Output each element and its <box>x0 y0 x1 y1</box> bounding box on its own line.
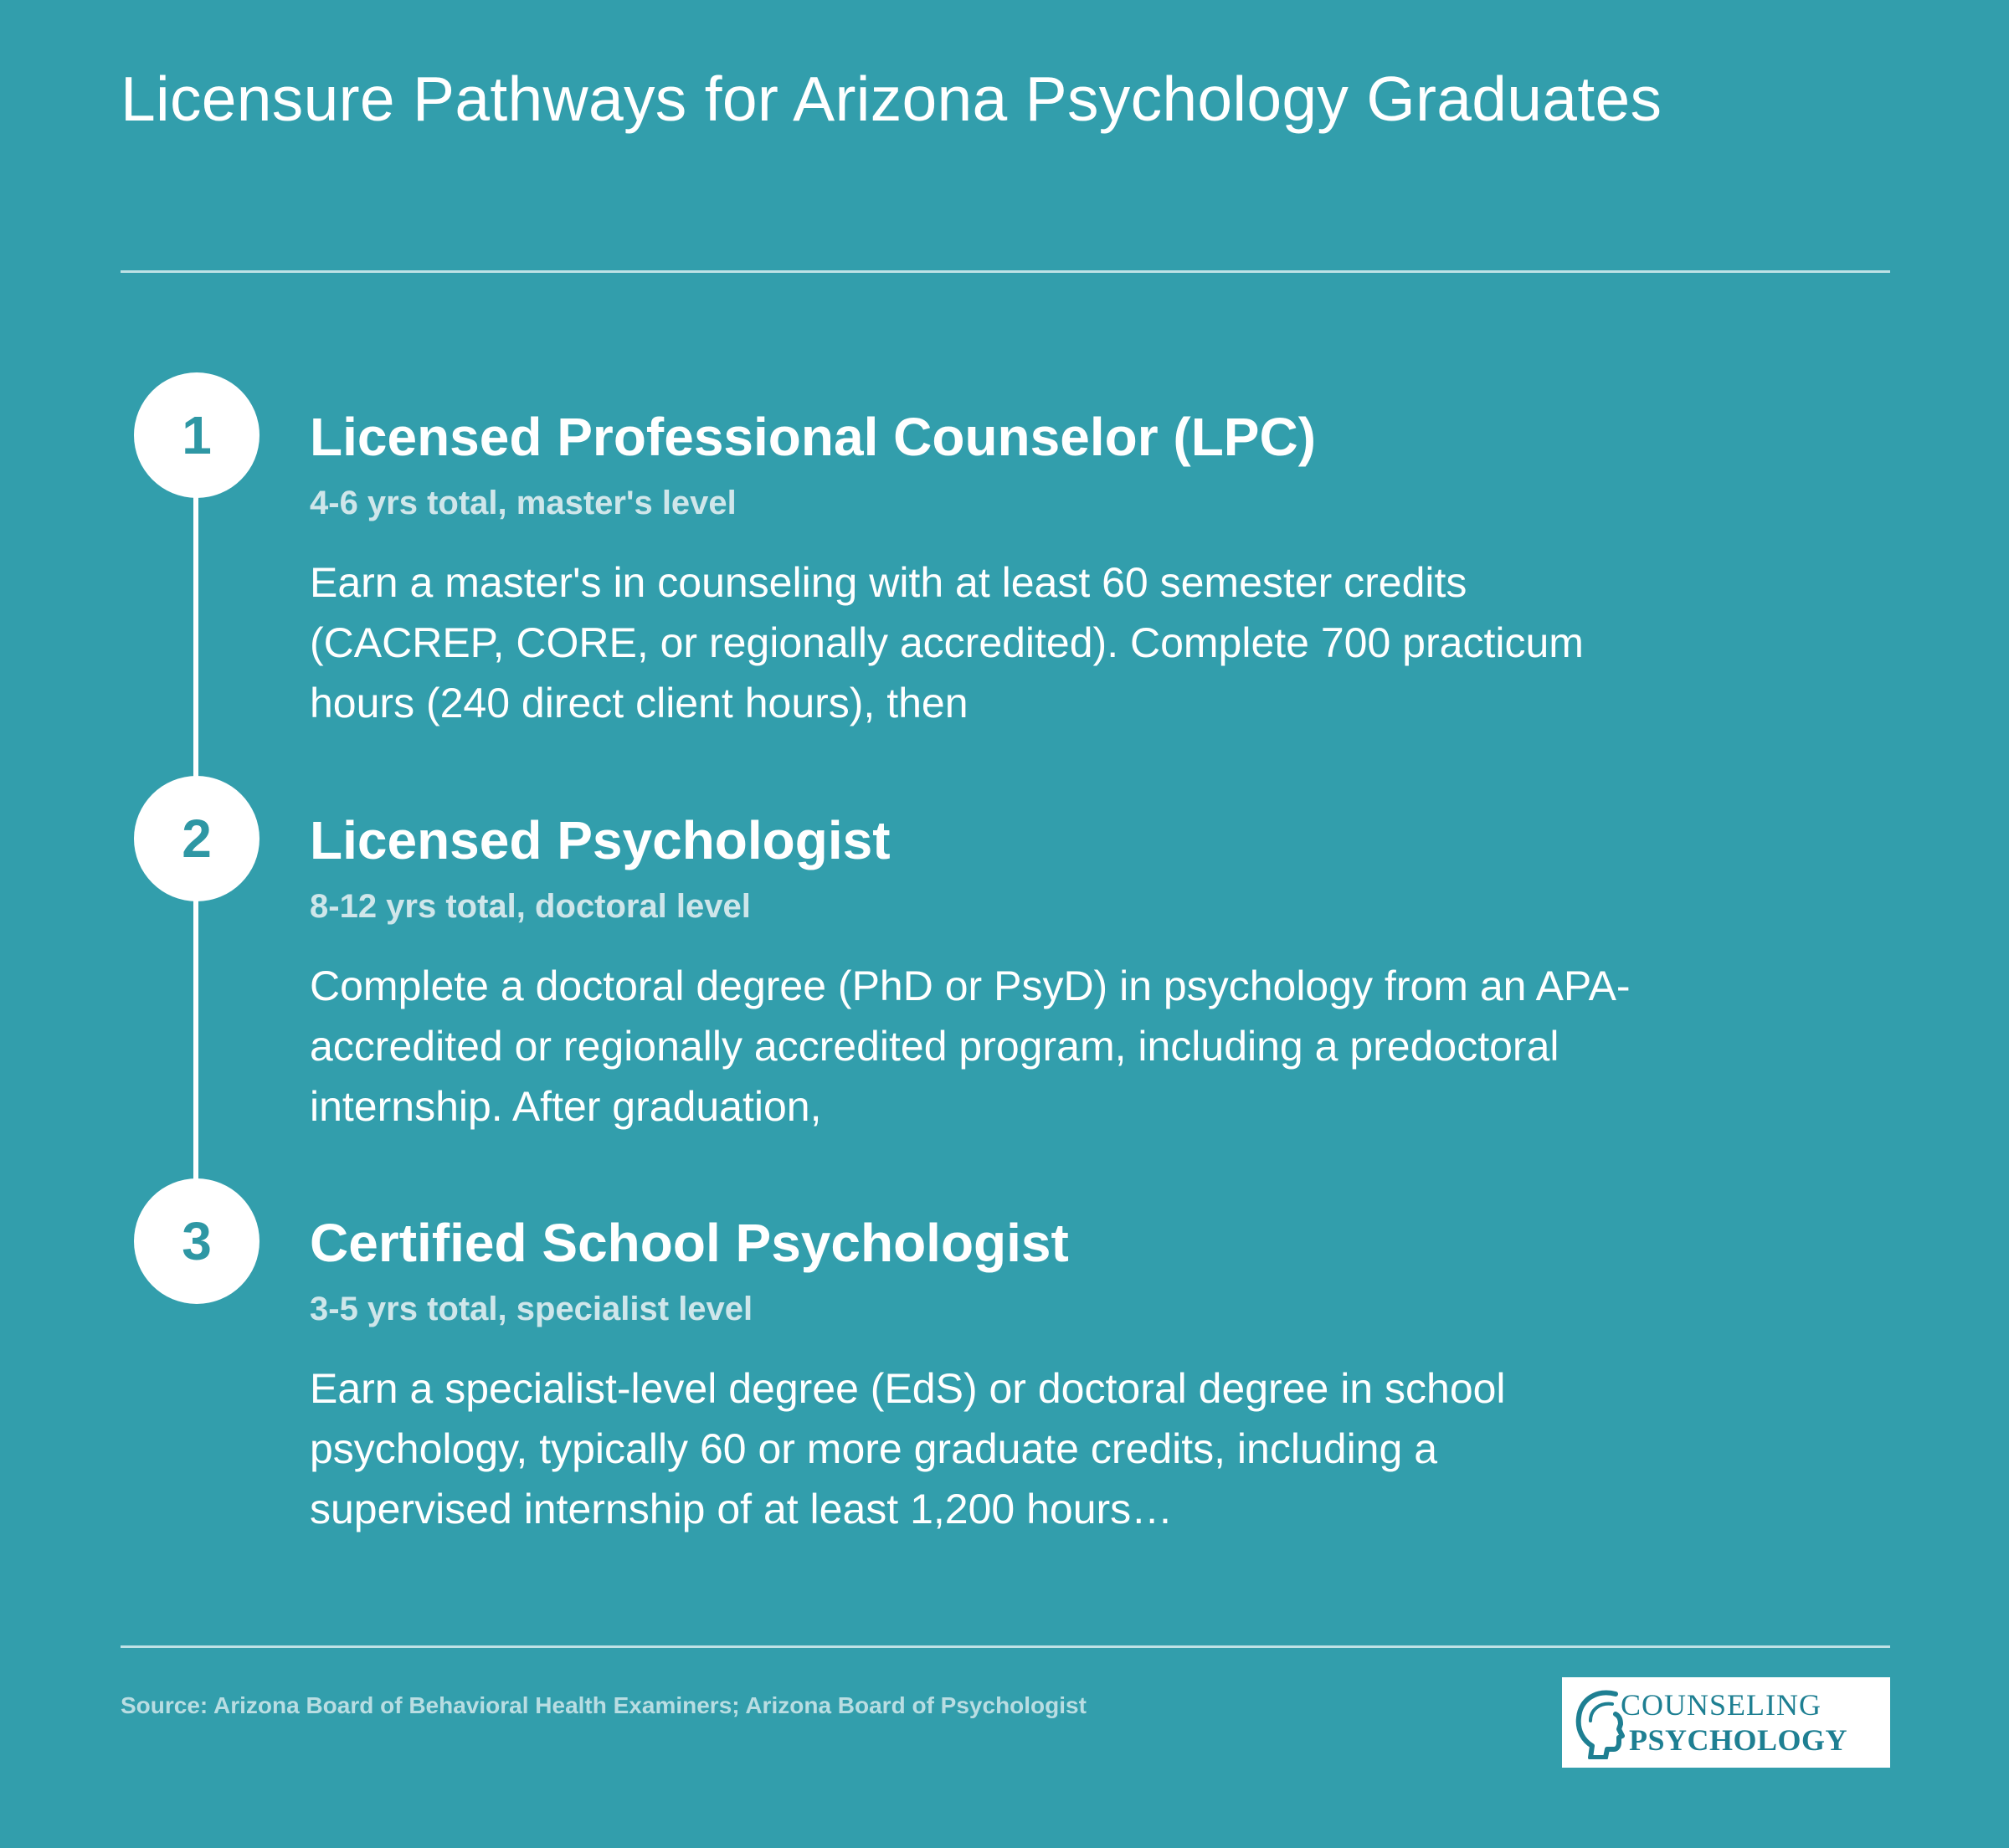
source-citation: Source: Arizona Board of Behavioral Health Examiners; Arizona Board of Psychologist <box>121 1692 1087 1718</box>
step-duration: 3-5 yrs total, specialist level <box>310 1291 753 1327</box>
step-description: Complete a doctoral degree (PhD or PsyD) in psychology from an APA-accredited or regionally accredited program, including a predoctoral internship. After graduation, <box>310 963 1631 1130</box>
pathway-step-psychologist <box>310 807 1649 1137</box>
step-title: Licensed Professional Counselor (LPC) <box>310 407 1316 467</box>
head-profile-icon <box>1572 1686 1626 1759</box>
pathway-step-lpc <box>310 403 1649 733</box>
step-duration: 4-6 yrs total, master's level <box>310 485 737 521</box>
step-description: Earn a specialist-level degree (EdS) or doctoral degree in school psychology, typically 60 or more graduate credits, including a supervised internship of at least 1,200 hours… <box>310 1365 1506 1532</box>
page-title: Licensure Pathways for Arizona Psychology Graduates <box>121 64 1662 134</box>
footer-divider <box>121 1645 1890 1648</box>
step-title: Licensed Psychologist <box>310 810 891 870</box>
step-duration: 8-12 yrs total, doctoral level <box>310 888 751 925</box>
step-number-badge: 2 <box>134 776 259 901</box>
step-number-badge: 1 <box>134 372 259 498</box>
step-title: Certified School Psychologist <box>310 1213 1069 1273</box>
counseling-psychology-logo <box>1562 1677 1890 1768</box>
logo-text-psychology: PSYCHOLOGY <box>1629 1723 1848 1757</box>
header-divider <box>121 270 1890 273</box>
step-description: Earn a master's in counseling with at least 60 semester credits (CACREP, CORE, or regionally accredited). Complete 700 practicum hours (240 direct client hours), then <box>310 559 1584 726</box>
logo-text-counseling: COUNSELING <box>1621 1688 1821 1722</box>
step-number-badge: 3 <box>134 1178 259 1304</box>
pathway-step-school-psychologist <box>310 1209 1649 1539</box>
